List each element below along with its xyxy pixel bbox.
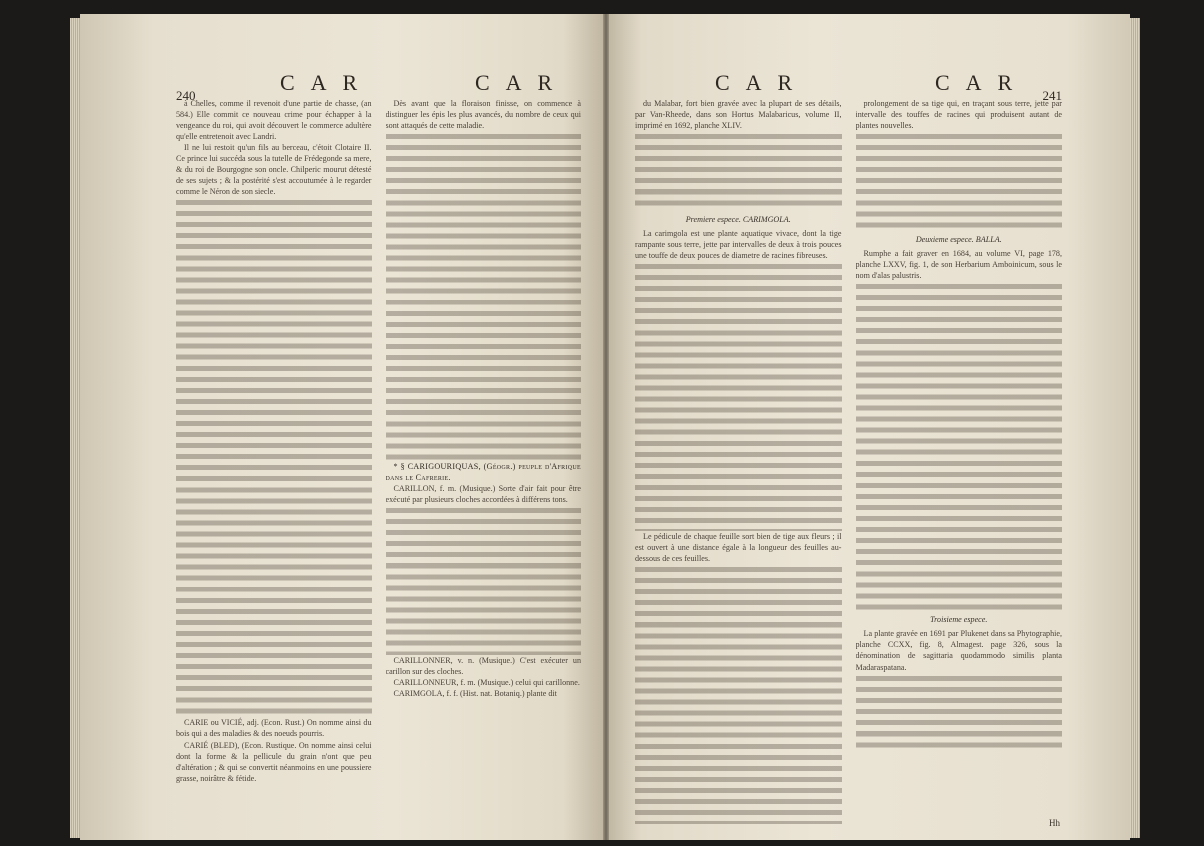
body-text-lines xyxy=(176,197,372,717)
section-heading: Troisieme espece. xyxy=(930,615,988,625)
page-edge-right xyxy=(1130,18,1140,838)
running-head-left-1: CAR xyxy=(280,70,374,95)
left-page-columns xyxy=(176,98,581,834)
catchword: Hh xyxy=(1049,818,1060,828)
left-column-1 xyxy=(176,98,372,834)
paragraph: Il ne lui restoit qu'un fils au berceau, c'étoit Clotaire II. Ce prince lui succéda sous la tutelle de Frédegonde sa mere, & du roi de Bourgogne son oncle. Chilperic mourut détesté de ses sujets ; & la postérité s'est accoutumée à le regarder comme le Néron de son siecle. xyxy=(176,143,372,197)
left-column-2 xyxy=(386,98,582,834)
page-number-right: 241 xyxy=(1042,88,1062,103)
entry-carillon: CARILLON, f. m. (Musique.) Sorte d'air fait pour être exécuté par plusieurs cloches accordées à différens tons. xyxy=(385,484,581,505)
section-heading: Premiere espece. CARIMGOLA. xyxy=(685,215,791,225)
body-text-lines xyxy=(635,261,842,531)
page-edge-left xyxy=(70,18,80,838)
paragraph: Rumphe a fait graver en 1684, au volume VI, page 178, planche LXXV, fig. 1, de son Herbarium Amboinicum, sous le nom d'alas palustris. xyxy=(855,249,1062,281)
entry-carillonneur: CARILLONNEUR, f. m. (Musique.) celui qui carillonne. xyxy=(393,678,580,688)
running-head-right-2: CAR xyxy=(935,70,1029,95)
paragraph: prolongement de sa tige qui, en traçant sous terre, jette par intervalle des touffes de racines qui produisent autant de plantes nouvelles. xyxy=(855,99,1062,131)
section-heading: Deuxieme espece. BALLA. xyxy=(915,235,1002,245)
paragraph: La plante gravée en 1691 par Plukenet dans sa Phytographie, planche CCXX, fig. 8, Almagest. page 326, sous la dénomination de sagittaria quodammodo similis planta Madaraspatana. xyxy=(855,629,1062,672)
body-text-lines xyxy=(635,131,842,211)
entry-carie-bled: CARIÉ (BLED), (Econ. Rustique. On nomme ainsi celui dont la forme & la pellicule du grain n'ont que peu d'altération ; & qui se convertit néanmoins en une poussiere grasse, noirâtre & fétide. xyxy=(176,740,372,783)
running-head-left-2: CAR xyxy=(475,70,569,95)
right-page-columns xyxy=(635,98,1062,834)
entry-carillonner: CARILLONNER, v. n. (Musique.) C'est exécuter un carillon sur des cloches. xyxy=(385,656,581,677)
running-head-right-1: CAR xyxy=(715,70,809,95)
entry-carie: CARIE ou VICIÉ, adj. (Econ. Rust.) On nomme ainsi du bois qui a des maladies & des noeuds pourris. xyxy=(176,718,372,739)
right-column-1 xyxy=(635,98,842,834)
paragraph: Le pédicule de chaque feuille sort bien de tige aux fleurs ; il est ouvert à une distance égale à la longueur des feuilles au-dessous de ces feuilles. xyxy=(635,532,842,564)
book-gutter xyxy=(603,14,609,840)
right-page xyxy=(605,14,1130,840)
right-column-2 xyxy=(856,98,1063,834)
paragraph: Dès avant que la floraison finisse, on commence à distinguer les épis les plus avancés, du nombre de ceux qui sont attaqués de cette maladie. xyxy=(385,99,581,131)
left-page xyxy=(80,14,605,840)
paragraph: à Chelles, comme il revenoit d'une partie de chasse, (an 584.) Elle commit ce nouveau crime pour échapper à la vengeance du roi, qui avoit découvert le commerce adultère qu'elle entretenoit avec Landri. xyxy=(176,99,372,142)
entry-carigouriquas: * § CARIGOURIQUAS, (Géogr.) peuple d'Afrique dans le Cafrerie. xyxy=(385,462,581,483)
paragraph: du Malabar, fort bien gravée avec la plupart de ses détails, par Van-Rheede, dans son Hortus Malabaricus, volume II, imprimé en 1692, planche XLIV. xyxy=(635,99,842,131)
body-text-lines xyxy=(856,131,1063,231)
paragraph: La carimgola est une plante aquatique vivace, dont la tige rampante sous terre, jette par intervalles de deux à trois pouces une touffe de deux pouces de diametre de racines fibreuses. xyxy=(635,229,842,261)
body-text-lines xyxy=(635,564,842,824)
page-number-left: 240 xyxy=(176,88,196,103)
body-text-lines xyxy=(856,281,1063,611)
body-text-lines xyxy=(386,505,582,655)
entry-carimgola: CARIMGOLA, f. f. (Hist. nat. Botaniq.) plante dit xyxy=(393,689,557,699)
body-text-lines xyxy=(856,673,1063,753)
body-text-lines xyxy=(386,131,582,461)
